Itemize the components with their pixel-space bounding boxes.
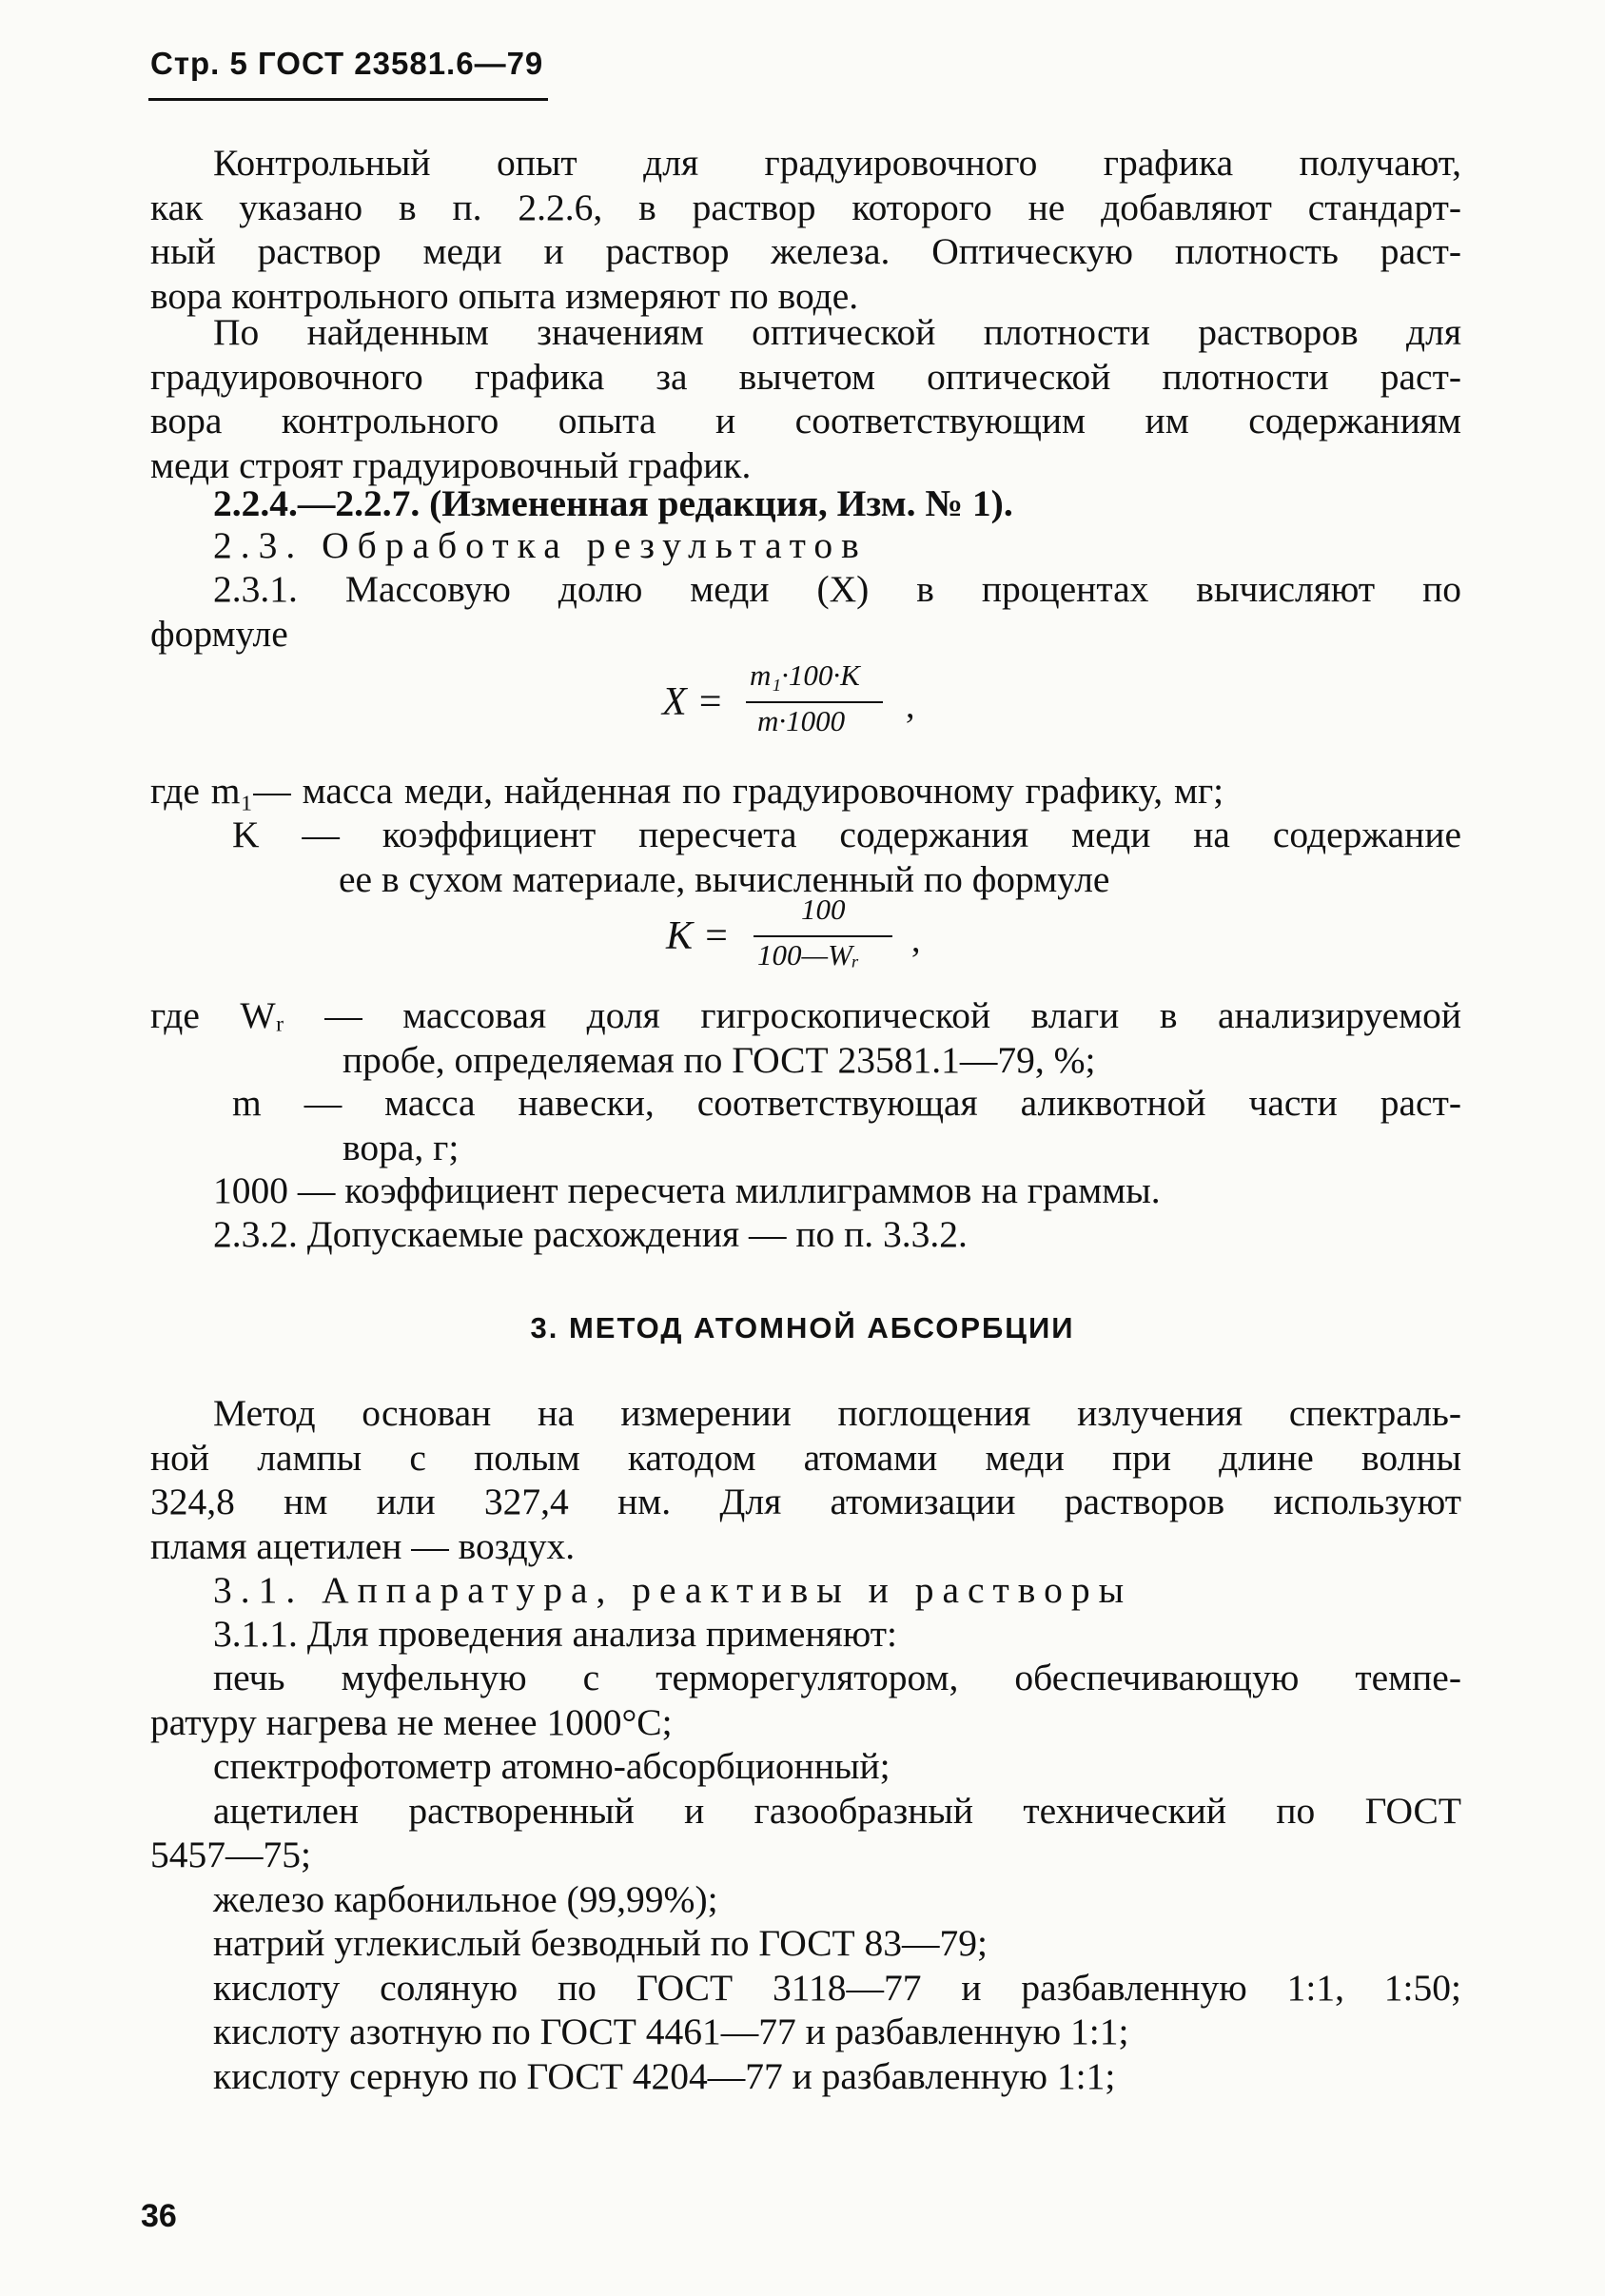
page-number: 36	[141, 2198, 177, 2234]
list-item: печь муфельную с терморегулятором, обеспечивающую темпе-	[213, 1657, 1461, 1698]
text-line: пробе, определяемая по ГОСТ 23581.1—79, %;	[343, 1038, 1096, 1081]
formula-comma: ,	[906, 686, 915, 726]
fraction-bar	[746, 701, 883, 703]
text-line: градуировочного графика за вычетом оптической плотности раст-	[150, 355, 1461, 398]
text-line: вора контрольного опыта и соответствующим им содержаниям	[150, 400, 1461, 442]
formula-denominator: 100—Wᵣ	[757, 938, 860, 971]
list-item: натрий углекислый безводный по ГОСТ 83—79;	[213, 1922, 988, 1964]
amendment-note: 2.2.4.—2.2.7. (Измененная редакция, Изм. № 1).	[213, 482, 1013, 524]
text-line: ной лампы с полым катодом атомами меди при длине волны	[150, 1436, 1461, 1479]
list-item: 5457—75;	[150, 1834, 311, 1875]
formula-numerator: m₁·100·K	[750, 658, 860, 692]
list-item: спектрофотометр атомно-абсорбционный;	[213, 1745, 891, 1787]
text-line: как указано в п. 2.2.6, в раствор которого не добавляют стандарт-	[150, 186, 1461, 228]
where-k	[232, 813, 1461, 901]
text-line: m — масса навески, соответствующая аликвотной части раст-	[232, 1082, 1461, 1124]
where-m	[232, 1081, 1461, 1169]
section-2-3-title: 2.3. Обработка результатов	[213, 524, 868, 566]
text-line: где Wᵣ — массовая доля гигроскопической влаги в анализируемой	[150, 994, 1461, 1036]
text-line: По найденным значениям оптической плотности растворов для	[213, 311, 1461, 353]
header-rule	[148, 98, 548, 101]
text-line: Метод основан на измерении поглощения излучения спектраль-	[213, 1392, 1461, 1434]
section-3-1-title: 3.1. Аппаратура, реактивы и растворы	[213, 1569, 1133, 1611]
section-3-title: 3. МЕТОД АТОМНОЙ АБСОРБЦИИ	[530, 1311, 1075, 1344]
text-line: меди строят градуировочный график.	[150, 443, 752, 486]
section-3-1-1: 3.1.1. Для проведения анализа применяют:	[213, 1613, 897, 1655]
formula-x	[662, 658, 948, 757]
list-item: кислоту азотную по ГОСТ 4461—77 и разбавленную 1:1;	[213, 2011, 1129, 2052]
list-item: ацетилен растворенный и газообразный технический по ГОСТ	[213, 1789, 1461, 1832]
formula-lhs: K =	[666, 914, 730, 958]
text-line: вора контрольного опыта измеряют по воде.	[150, 274, 859, 317]
text-line: K — коэффициент пересчета содержания меди на содержание	[232, 814, 1461, 855]
formula-comma: ,	[911, 920, 921, 960]
section-2-3-1	[150, 567, 1461, 656]
text-line: ный раствор меди и раствор железа. Оптическую плотность раст-	[150, 230, 1461, 272]
section-2-3-2: 2.3.2. Допускаемые расхождения — по п. 3.3.2.	[213, 1213, 968, 1255]
formula-k	[666, 893, 951, 991]
text-line: 2.3.1. Массовую долю меди (X) в процентах вычисляют по	[213, 568, 1461, 610]
where-m1: где m₁— масса меди, найденная по градуировочному графику, мг;	[150, 770, 1224, 812]
paragraph-method	[150, 1391, 1461, 1568]
formula-denominator: m·1000	[757, 704, 846, 737]
text-line: Контрольный опыт для градуировочного графика получают,	[213, 142, 1461, 184]
page-header: Стр. 5 ГОСТ 23581.6—79	[150, 46, 544, 81]
list-item: кислоту соляную по ГОСТ 3118—77 и разбавленную 1:1, 1:50;	[213, 1966, 1461, 2009]
where-1000: 1000 — коэффициент пересчета миллиграммов на граммы.	[213, 1169, 1161, 1211]
list-item: железо карбонильное (99,99%);	[213, 1877, 718, 1920]
list-item: ратуру нагрева не менее 1000°С;	[150, 1700, 673, 1743]
text-line: вора, г;	[343, 1126, 460, 1168]
where-wr	[150, 993, 1461, 1082]
text-line: формуле	[150, 612, 288, 655]
paragraph-graph	[150, 310, 1461, 487]
fraction-bar	[754, 935, 892, 937]
text-line: 324,8 нм или 327,4 нм. Для атомизации растворов используют	[150, 1481, 1461, 1522]
formula-numerator: 100	[801, 893, 846, 926]
list-item: кислоту серную по ГОСТ 4204—77 и разбавленную 1:1;	[213, 2054, 1116, 2097]
paragraph-control	[150, 141, 1461, 318]
text-line: ее в сухом материале, вычисленный по формуле	[339, 857, 1110, 900]
equipment-list	[150, 1656, 1461, 2098]
text-line: пламя ацетилен — воздух.	[150, 1524, 576, 1567]
formula-lhs: X =	[662, 680, 724, 724]
